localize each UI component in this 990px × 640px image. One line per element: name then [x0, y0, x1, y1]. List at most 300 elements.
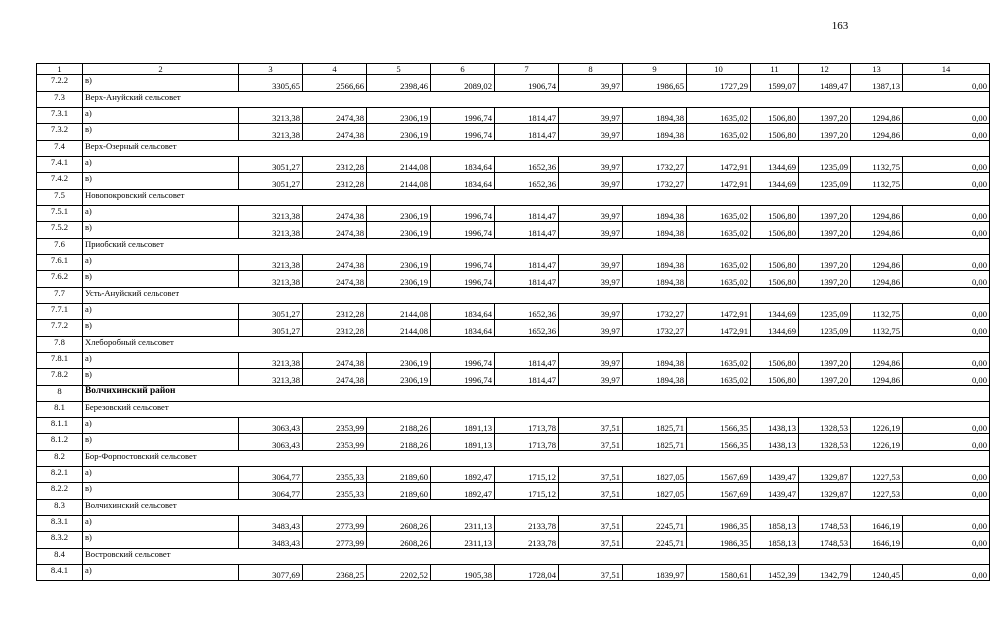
- value-cell: 3063,43: [239, 417, 303, 434]
- value-cell: 1506,80: [751, 254, 799, 271]
- value-cell: 2306,19: [367, 271, 431, 288]
- value-cell: 1732,27: [623, 156, 687, 173]
- value-cell: 2773,99: [303, 515, 367, 532]
- row-code: 7.5.1: [37, 205, 83, 222]
- value-cell: 37,51: [559, 434, 623, 451]
- value-cell: 1892,47: [431, 483, 495, 500]
- value-cell: 1397,20: [799, 352, 851, 369]
- value-cell: 1834,64: [431, 156, 495, 173]
- value-cell: 2474,38: [303, 205, 367, 222]
- value-cell: 1727,29: [687, 75, 751, 92]
- value-cell: 3213,38: [239, 254, 303, 271]
- row-code: 8.1.1: [37, 417, 83, 434]
- row-code: 8.1: [37, 401, 83, 417]
- value-cell: 1646,19: [851, 532, 903, 549]
- value-cell: 1439,47: [751, 466, 799, 483]
- value-cell: 1344,69: [751, 320, 799, 337]
- row-code: 8.3.2: [37, 532, 83, 549]
- value-cell: 1996,74: [431, 107, 495, 124]
- value-cell: 2189,60: [367, 483, 431, 500]
- value-cell: 3051,27: [239, 156, 303, 173]
- row-code: 7.3.1: [37, 107, 83, 124]
- value-cell: 1986,65: [623, 75, 687, 92]
- value-cell: 0,00: [903, 434, 990, 451]
- value-cell: 1891,13: [431, 417, 495, 434]
- section-row: [37, 336, 990, 352]
- value-cell: 2398,46: [367, 75, 431, 92]
- section-row: [37, 450, 990, 466]
- value-cell: 1814,47: [495, 369, 559, 386]
- value-cell: 2608,26: [367, 515, 431, 532]
- value-cell: 2608,26: [367, 532, 431, 549]
- value-cell: 1858,13: [751, 532, 799, 549]
- row-label: в): [83, 434, 239, 451]
- value-cell: 1294,86: [851, 271, 903, 288]
- value-cell: 1506,80: [751, 124, 799, 141]
- value-cell: 39,97: [559, 107, 623, 124]
- value-cell: 1387,13: [851, 75, 903, 92]
- value-cell: 1397,20: [799, 205, 851, 222]
- value-cell: 3064,77: [239, 466, 303, 483]
- row-code: 8.1.2: [37, 434, 83, 451]
- value-cell: 2312,28: [303, 303, 367, 320]
- table-row: [37, 205, 990, 222]
- table-row: [37, 107, 990, 124]
- value-cell: 2311,13: [431, 532, 495, 549]
- value-cell: 1397,20: [799, 369, 851, 386]
- district-title: Волчихинский район: [83, 385, 990, 401]
- value-cell: 1472,91: [687, 173, 751, 190]
- value-cell: 1814,47: [495, 222, 559, 239]
- value-cell: 1328,53: [799, 417, 851, 434]
- header-cell: 4: [303, 64, 367, 75]
- value-cell: 37,51: [559, 417, 623, 434]
- row-code: 8.4: [37, 548, 83, 564]
- value-cell: 1294,86: [851, 124, 903, 141]
- value-cell: 3483,43: [239, 532, 303, 549]
- value-cell: 2133,78: [495, 532, 559, 549]
- row-code: 7.5.2: [37, 222, 83, 239]
- value-cell: 1814,47: [495, 352, 559, 369]
- value-cell: 1506,80: [751, 352, 799, 369]
- table-row: [37, 564, 990, 581]
- value-cell: 1748,53: [799, 532, 851, 549]
- value-cell: 1652,36: [495, 156, 559, 173]
- table-row: [37, 352, 990, 369]
- value-cell: 2245,71: [623, 532, 687, 549]
- value-cell: 3213,38: [239, 107, 303, 124]
- value-cell: 1567,69: [687, 466, 751, 483]
- value-cell: 1732,27: [623, 303, 687, 320]
- table-row: [37, 303, 990, 320]
- value-cell: 2144,08: [367, 173, 431, 190]
- value-cell: 1986,35: [687, 532, 751, 549]
- value-cell: 1748,53: [799, 515, 851, 532]
- section-title: Новопокровский сельсовет: [83, 189, 990, 205]
- value-cell: 1506,80: [751, 271, 799, 288]
- value-cell: 1996,74: [431, 271, 495, 288]
- value-cell: 1227,53: [851, 483, 903, 500]
- header-cell: 1: [37, 64, 83, 75]
- value-cell: 1506,80: [751, 369, 799, 386]
- value-cell: 1713,78: [495, 417, 559, 434]
- value-cell: 1996,74: [431, 222, 495, 239]
- value-cell: 2312,28: [303, 320, 367, 337]
- value-cell: 1894,38: [623, 352, 687, 369]
- value-cell: 2306,19: [367, 369, 431, 386]
- value-cell: 1342,79: [799, 564, 851, 581]
- section-title: Волчихинский сельсовет: [83, 499, 990, 515]
- value-cell: 0,00: [903, 107, 990, 124]
- value-cell: 1227,53: [851, 466, 903, 483]
- value-cell: 2474,38: [303, 369, 367, 386]
- row-label: в): [83, 483, 239, 500]
- value-cell: 1814,47: [495, 254, 559, 271]
- value-cell: 3063,43: [239, 434, 303, 451]
- header-cell: 3: [239, 64, 303, 75]
- section-row: [37, 238, 990, 254]
- value-cell: 1635,02: [687, 205, 751, 222]
- value-cell: 1397,20: [799, 271, 851, 288]
- value-cell: 1894,38: [623, 222, 687, 239]
- value-cell: 0,00: [903, 124, 990, 141]
- value-cell: 1825,71: [623, 434, 687, 451]
- value-cell: 1567,69: [687, 483, 751, 500]
- value-cell: 3213,38: [239, 369, 303, 386]
- value-cell: 1652,36: [495, 173, 559, 190]
- row-code: 7.7: [37, 287, 83, 303]
- value-cell: 1996,74: [431, 369, 495, 386]
- table-row: [37, 271, 990, 288]
- value-cell: 3213,38: [239, 222, 303, 239]
- row-label: а): [83, 254, 239, 271]
- value-cell: 1996,74: [431, 254, 495, 271]
- row-label: а): [83, 205, 239, 222]
- value-cell: 39,97: [559, 205, 623, 222]
- value-cell: 1344,69: [751, 156, 799, 173]
- value-cell: 2144,08: [367, 303, 431, 320]
- section-title: Приобский сельсовет: [83, 238, 990, 254]
- value-cell: 39,97: [559, 254, 623, 271]
- row-code: 8.2.1: [37, 466, 83, 483]
- value-cell: 1814,47: [495, 271, 559, 288]
- value-cell: 2306,19: [367, 352, 431, 369]
- value-cell: 1235,09: [799, 156, 851, 173]
- section-title: Хлеборобный сельсовет: [83, 336, 990, 352]
- value-cell: 37,51: [559, 466, 623, 483]
- value-cell: 1397,20: [799, 222, 851, 239]
- value-cell: 1294,86: [851, 107, 903, 124]
- value-cell: 1646,19: [851, 515, 903, 532]
- value-cell: 1132,75: [851, 173, 903, 190]
- section-title: Березовский сельсовет: [83, 401, 990, 417]
- value-cell: 2474,38: [303, 352, 367, 369]
- row-label: а): [83, 564, 239, 581]
- value-cell: 2133,78: [495, 515, 559, 532]
- value-cell: 0,00: [903, 532, 990, 549]
- value-cell: 1240,45: [851, 564, 903, 581]
- row-code: 8.2.2: [37, 483, 83, 500]
- header-cell: 14: [903, 64, 990, 75]
- value-cell: 3051,27: [239, 320, 303, 337]
- section-title: Верх-Ануйский сельсовет: [83, 91, 990, 107]
- row-code: 8.3: [37, 499, 83, 515]
- section-title: Бор-Форпостовский сельсовет: [83, 450, 990, 466]
- table-row: [37, 124, 990, 141]
- row-label: в): [83, 369, 239, 386]
- value-cell: 1905,38: [431, 564, 495, 581]
- value-cell: 37,51: [559, 564, 623, 581]
- row-label: в): [83, 532, 239, 549]
- table-row: [37, 320, 990, 337]
- row-code: 7.3: [37, 91, 83, 107]
- value-cell: 1834,64: [431, 320, 495, 337]
- value-cell: 1506,80: [751, 222, 799, 239]
- section-title: Верх-Озерный сельсовет: [83, 140, 990, 156]
- table-row: [37, 483, 990, 500]
- value-cell: 2474,38: [303, 222, 367, 239]
- value-cell: 1635,02: [687, 124, 751, 141]
- row-code: 7.5: [37, 189, 83, 205]
- header-row: [37, 64, 990, 75]
- value-cell: 1132,75: [851, 156, 903, 173]
- value-cell: 0,00: [903, 254, 990, 271]
- row-code: 7.8: [37, 336, 83, 352]
- row-label: а): [83, 107, 239, 124]
- value-cell: 3483,43: [239, 515, 303, 532]
- value-cell: 1732,27: [623, 173, 687, 190]
- value-cell: 0,00: [903, 173, 990, 190]
- row-label: в): [83, 320, 239, 337]
- value-cell: 3051,27: [239, 173, 303, 190]
- value-cell: 1235,09: [799, 303, 851, 320]
- row-code: 7.2.2: [37, 75, 83, 92]
- row-label: в): [83, 124, 239, 141]
- header-cell: 2: [83, 64, 239, 75]
- value-cell: 1344,69: [751, 303, 799, 320]
- value-cell: 1506,80: [751, 205, 799, 222]
- value-cell: 2773,99: [303, 532, 367, 549]
- value-cell: 1566,35: [687, 434, 751, 451]
- value-cell: 39,97: [559, 75, 623, 92]
- value-cell: 1834,64: [431, 303, 495, 320]
- table-row: [37, 173, 990, 190]
- value-cell: 37,51: [559, 483, 623, 500]
- value-cell: 1715,12: [495, 466, 559, 483]
- value-cell: 1635,02: [687, 254, 751, 271]
- value-cell: 1344,69: [751, 173, 799, 190]
- table-row: [37, 466, 990, 483]
- value-cell: 1814,47: [495, 107, 559, 124]
- value-cell: 39,97: [559, 271, 623, 288]
- row-label: а): [83, 466, 239, 483]
- value-cell: 1827,05: [623, 483, 687, 500]
- row-label: в): [83, 271, 239, 288]
- value-cell: 1452,39: [751, 564, 799, 581]
- value-cell: 37,51: [559, 532, 623, 549]
- value-cell: 3051,27: [239, 303, 303, 320]
- value-cell: 2353,99: [303, 434, 367, 451]
- header-cell: 11: [751, 64, 799, 75]
- value-cell: 0,00: [903, 417, 990, 434]
- value-cell: 1891,13: [431, 434, 495, 451]
- value-cell: 2144,08: [367, 320, 431, 337]
- header-cell: 9: [623, 64, 687, 75]
- value-cell: 1439,47: [751, 483, 799, 500]
- value-cell: 39,97: [559, 124, 623, 141]
- value-cell: 1732,27: [623, 320, 687, 337]
- value-cell: 1996,74: [431, 205, 495, 222]
- value-cell: 1132,75: [851, 303, 903, 320]
- value-cell: 1226,19: [851, 417, 903, 434]
- value-cell: 2306,19: [367, 222, 431, 239]
- value-cell: 1235,09: [799, 320, 851, 337]
- row-label: в): [83, 75, 239, 92]
- value-cell: 1894,38: [623, 369, 687, 386]
- value-cell: 0,00: [903, 564, 990, 581]
- value-cell: 0,00: [903, 352, 990, 369]
- row-code: 7.8.2: [37, 369, 83, 386]
- row-label: а): [83, 417, 239, 434]
- value-cell: 1438,13: [751, 417, 799, 434]
- value-cell: 0,00: [903, 466, 990, 483]
- value-cell: 1894,38: [623, 107, 687, 124]
- value-cell: 2202,52: [367, 564, 431, 581]
- value-cell: 2306,19: [367, 205, 431, 222]
- value-cell: 1635,02: [687, 107, 751, 124]
- value-cell: 1635,02: [687, 222, 751, 239]
- value-cell: 1397,20: [799, 107, 851, 124]
- value-cell: 1894,38: [623, 205, 687, 222]
- value-cell: 1438,13: [751, 434, 799, 451]
- value-cell: 39,97: [559, 173, 623, 190]
- value-cell: 1814,47: [495, 205, 559, 222]
- header-cell: 8: [559, 64, 623, 75]
- row-code: 7.6.2: [37, 271, 83, 288]
- value-cell: 0,00: [903, 222, 990, 239]
- value-cell: 2474,38: [303, 107, 367, 124]
- row-code: 7.6: [37, 238, 83, 254]
- value-cell: 0,00: [903, 271, 990, 288]
- value-cell: 1825,71: [623, 417, 687, 434]
- row-code: 8: [37, 385, 83, 401]
- value-cell: 39,97: [559, 320, 623, 337]
- value-cell: 0,00: [903, 205, 990, 222]
- value-cell: 1715,12: [495, 483, 559, 500]
- value-cell: 1635,02: [687, 271, 751, 288]
- value-cell: 1635,02: [687, 369, 751, 386]
- value-cell: 1235,09: [799, 173, 851, 190]
- value-cell: 2245,71: [623, 515, 687, 532]
- section-title: Востровский сельсовет: [83, 548, 990, 564]
- value-cell: 1294,86: [851, 352, 903, 369]
- row-label: в): [83, 173, 239, 190]
- row-label: а): [83, 303, 239, 320]
- value-cell: 2089,02: [431, 75, 495, 92]
- value-cell: 2306,19: [367, 107, 431, 124]
- value-cell: 1996,74: [431, 124, 495, 141]
- value-cell: 0,00: [903, 515, 990, 532]
- value-cell: 1294,86: [851, 369, 903, 386]
- value-cell: 3213,38: [239, 205, 303, 222]
- row-code: 8.2: [37, 450, 83, 466]
- district-row: [37, 385, 990, 401]
- value-cell: 1294,86: [851, 222, 903, 239]
- value-cell: 1472,91: [687, 303, 751, 320]
- row-code: 7.4.2: [37, 173, 83, 190]
- header-cell: 12: [799, 64, 851, 75]
- value-cell: 2355,33: [303, 483, 367, 500]
- value-cell: 2306,19: [367, 254, 431, 271]
- header-cell: 6: [431, 64, 495, 75]
- value-cell: 2368,25: [303, 564, 367, 581]
- value-cell: 1599,07: [751, 75, 799, 92]
- row-code: 7.4: [37, 140, 83, 156]
- value-cell: 2306,19: [367, 124, 431, 141]
- value-cell: 3213,38: [239, 352, 303, 369]
- value-cell: 1892,47: [431, 466, 495, 483]
- value-cell: 2566,66: [303, 75, 367, 92]
- table-row: [37, 417, 990, 434]
- section-row: [37, 140, 990, 156]
- value-cell: 2474,38: [303, 271, 367, 288]
- value-cell: 0,00: [903, 483, 990, 500]
- value-cell: 2311,13: [431, 515, 495, 532]
- value-cell: 2355,33: [303, 466, 367, 483]
- value-cell: 1226,19: [851, 434, 903, 451]
- value-cell: 3213,38: [239, 124, 303, 141]
- value-cell: 1728,04: [495, 564, 559, 581]
- value-cell: 39,97: [559, 222, 623, 239]
- value-cell: 1397,20: [799, 254, 851, 271]
- value-cell: 1472,91: [687, 320, 751, 337]
- section-row: [37, 499, 990, 515]
- value-cell: 0,00: [903, 75, 990, 92]
- row-label: а): [83, 515, 239, 532]
- value-cell: 1294,86: [851, 205, 903, 222]
- row-code: 8.4.1: [37, 564, 83, 581]
- value-cell: 1827,05: [623, 466, 687, 483]
- value-cell: 1329,87: [799, 483, 851, 500]
- value-cell: 39,97: [559, 352, 623, 369]
- table-row: [37, 254, 990, 271]
- value-cell: 1566,35: [687, 417, 751, 434]
- header-cell: 13: [851, 64, 903, 75]
- row-code: 7.7.1: [37, 303, 83, 320]
- section-row: [37, 91, 990, 107]
- value-cell: 2188,26: [367, 417, 431, 434]
- table-row: [37, 222, 990, 239]
- section-row: [37, 401, 990, 417]
- value-cell: 0,00: [903, 369, 990, 386]
- row-code: 7.6.1: [37, 254, 83, 271]
- value-cell: 3305,65: [239, 75, 303, 92]
- value-cell: 1329,87: [799, 466, 851, 483]
- value-cell: 1986,35: [687, 515, 751, 532]
- value-cell: 1506,80: [751, 107, 799, 124]
- header-cell: 5: [367, 64, 431, 75]
- value-cell: 39,97: [559, 369, 623, 386]
- row-code: 7.4.1: [37, 156, 83, 173]
- value-cell: 1635,02: [687, 352, 751, 369]
- table-row: [37, 75, 990, 92]
- header-cell: 7: [495, 64, 559, 75]
- value-cell: 2312,28: [303, 173, 367, 190]
- row-code: 7.3.2: [37, 124, 83, 141]
- table-row: [37, 532, 990, 549]
- value-cell: 2189,60: [367, 466, 431, 483]
- value-cell: 1132,75: [851, 320, 903, 337]
